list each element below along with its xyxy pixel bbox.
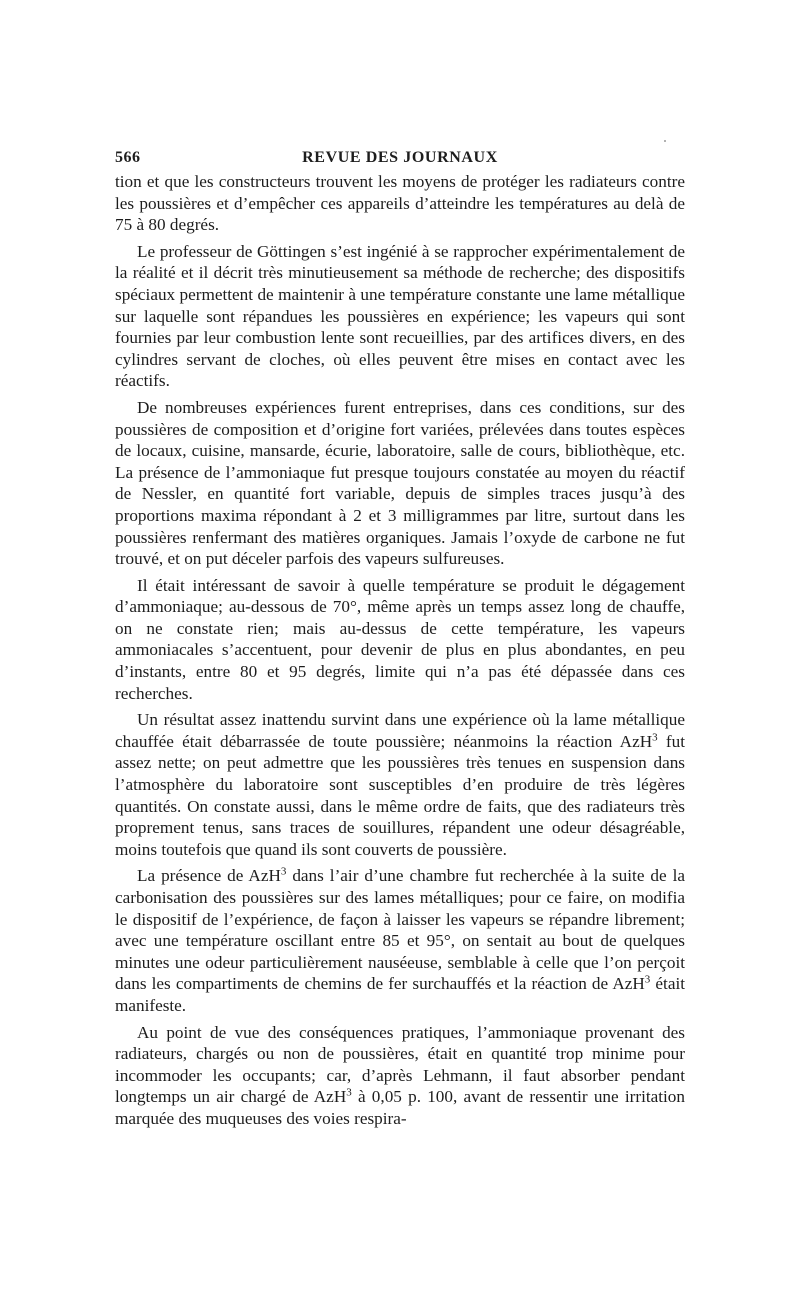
superscript: 3 <box>652 731 658 744</box>
paragraph <box>115 865 685 1016</box>
paragraph <box>115 397 685 570</box>
paper-speck <box>664 140 666 142</box>
text-run: Le professeur de Göttingen s’est ingénié à se rapprocher expérimentalement de la réalité et il décrit très minutieusement sa méthode de recherche; des dispositifs spéciaux permettent de maintenir à une température constante une lame métallique sur laquelle sont répandues les poussières en expérience; les vapeurs qui sont fournies par leur combustion lente sont recueillies, par des artifices divers, en des cylindres servant de cloches, où elles peuvent être mises en contact avec les réactifs. <box>115 241 685 391</box>
document-page <box>115 147 685 1135</box>
paragraph <box>115 171 685 236</box>
text-run: fut assez nette; on peut admettre que les poussières très tenues en suspension dans l’atmosphère du laboratoire sont susceptibles d’en produire de très légères quantités. On constate aussi, dans le même ordre de faits, que des radiateurs très proprement tenus, sans traces de souillures, répandent une odeur désagréable, moins toutefois que quand ils sont couverts de poussière. <box>115 731 686 859</box>
paragraph <box>115 709 685 860</box>
text-run: Un résultat assez inattendu survint dans une expérience où la lame métallique chauffée était débarrassée de toute poussière; néanmoins la réaction AzH <box>115 710 685 751</box>
paragraph <box>115 241 685 392</box>
superscript: 3 <box>280 865 287 878</box>
page-number: 566 <box>115 149 141 166</box>
text-run: à 0,05 p. 100, avant de ressentir une irritation marquée des muqueuses des voies respira- <box>115 1087 685 1128</box>
running-head <box>115 147 685 171</box>
paragraph <box>115 1022 685 1130</box>
text-run: était manifeste. <box>115 974 686 1015</box>
body-text <box>115 171 685 1130</box>
text-run: tion et que les constructeurs trouvent les moyens de protéger les radiateurs contre les poussières et d’empêcher ces appareils d’atteindre les températures au delà de 75 à 80 degrés. <box>115 172 685 235</box>
text-run: La présence de AzH <box>137 866 281 886</box>
superscript: 3 <box>346 1086 352 1099</box>
text-run: Il était intéressant de savoir à quelle température se produit le dégagement d’ammoniaque; au-dessous de 70°, même après un temps assez long de chauffe, on ne constate rien; mais au-dessus de cette température, les vapeurs ammoniacales s’accentuent, pour devenir de plus en plus abondantes, en peu d’instants, entre 80 et 95 degrés, limite qui n’a pas été dépassée dans ces recherches. <box>115 575 685 703</box>
text-run: De nombreuses expériences furent entreprises, dans ces conditions, sur des poussières de composition et d’origine fort variées, prélevées dans toutes espèces de locaux, cuisine, mansarde, écurie, laboratoire, salle de cours, bibliothèque, etc. La présence de l’ammoniaque fut presque toujours constatée au moyen du réactif de Nessler, en quantité fort variable, depuis de simples traces jusqu’à des proportions maxima répondant à 2 et 3 milligrammes par litre, surtout dans les poussières renfermant des matières organiques. Jamais l’oxyde de carbone ne fut trouvé, et on put déceler parfois des vapeurs sulfureuses. <box>115 397 685 569</box>
text-run: Au point de vue des conséquences pratiques, l’ammoniaque provenant des radiateurs, chargés ou non de poussières, était en quantité trop minime pour incommoder les occupants; car, d’après Lehmann, il faut absorber pendant longtemps un air chargé de AzH <box>115 1022 685 1107</box>
superscript: 3 <box>644 973 651 986</box>
text-run: dans l’air d’une chambre fut recherchée à la suite de la carbonisation des poussières sur des lames métalliques; pour ce faire, on modifia le dispositif de l’expérience, de façon à laisser les vapeurs se répandre librement; avec une température oscillant entre 85 et 95°, on sentait au bout de quelques minutes une odeur particulièrement nauséeuse, semblable à celle que l’on perçoit dans les compartiments de chemins de fer surchauffés et la réaction de AzH <box>115 866 685 994</box>
journal-title: REVUE DES JOURNAUX <box>302 149 498 166</box>
paragraph <box>115 575 685 705</box>
